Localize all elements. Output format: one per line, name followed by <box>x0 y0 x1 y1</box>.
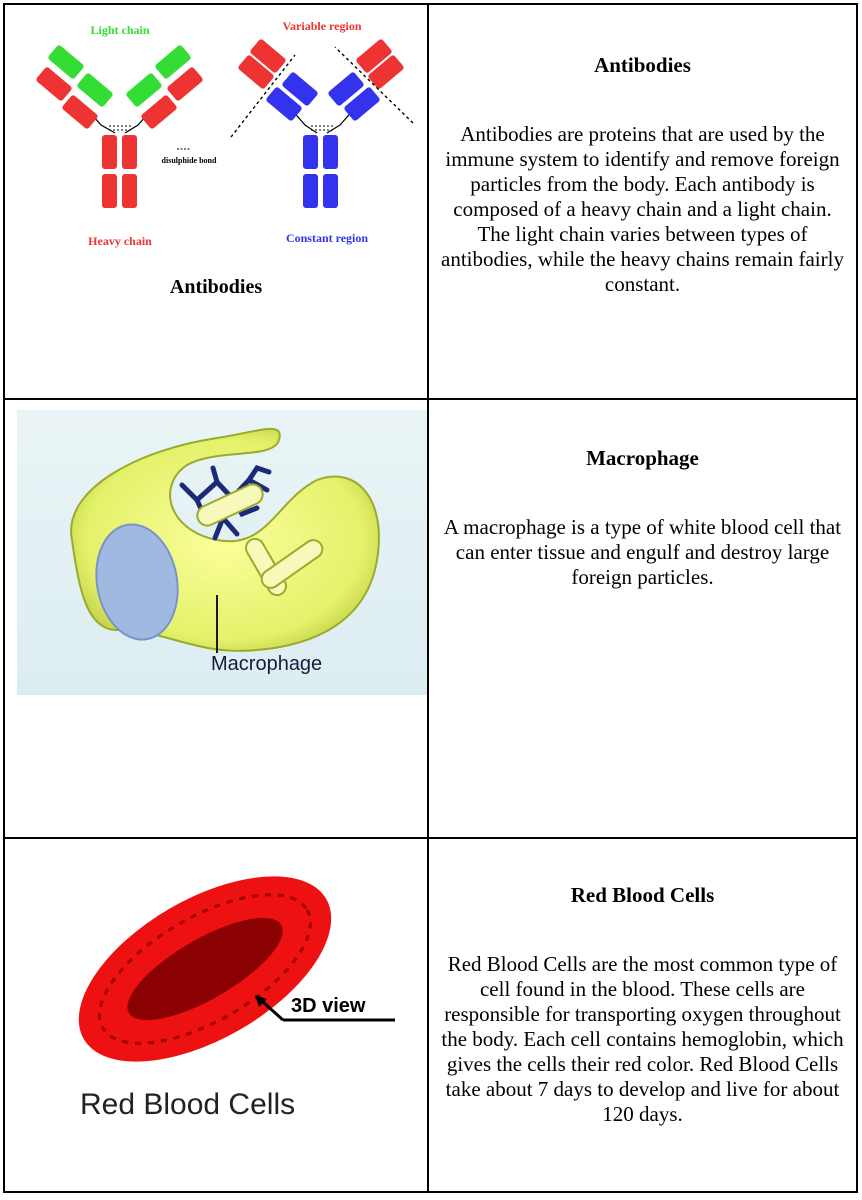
flashcard-grid <box>3 3 858 1193</box>
red-blood-cells-image-cell <box>5 839 429 1193</box>
macrophage-label: Macrophage <box>211 653 323 675</box>
antibodies-image-caption: Antibodies <box>169 276 263 298</box>
red-blood-cells-description: Red Blood Cells are the most common type of cell found in the blood. These cells are responsible for transporting oxygen throughout the body. Each cell contains hemoglobin, which gives the cells their red color. Red Blood Cells take about 7 days to develop and live for about 120 days. <box>441 952 844 1126</box>
card-red-blood-cells <box>5 839 856 1193</box>
red-blood-cell-illustration <box>5 859 425 1079</box>
card-macrophage <box>5 400 856 839</box>
disulphide-bond-label: disulphide bond <box>161 156 217 165</box>
antibodies-diagram <box>5 5 425 305</box>
three-d-view-label: 3D view <box>291 995 366 1017</box>
red-blood-cells-title: Red Blood Cells <box>570 883 715 907</box>
antibodies-image-cell <box>5 5 429 398</box>
macrophage-image-cell <box>5 400 429 837</box>
antibodies-description: Antibodies are proteins that are used by the immune system to identify and remove foreign particles from the body. Each antibody is composed of a heavy chain and a light chain. The light chain varies between types of antibodies, while the heavy chains remain fairly constant. <box>441 122 844 296</box>
macrophage-title: Macrophage <box>586 446 699 470</box>
constant-region-label: Constant region <box>285 231 369 245</box>
light-chain-label: Light chain <box>90 23 150 37</box>
red-blood-cells-text-cell <box>429 839 856 1193</box>
antibodies-title: Antibodies <box>594 53 691 77</box>
antibodies-text-cell <box>429 5 856 398</box>
heavy-chain-label: Heavy chain <box>88 234 152 248</box>
macrophage-illustration <box>17 410 427 695</box>
red-blood-cells-caption-svg <box>5 1079 425 1129</box>
macrophage-text-cell <box>429 400 856 837</box>
macrophage-description: A macrophage is a type of white blood cell that can enter tissue and engulf and destroy large foreign particles. <box>443 515 842 589</box>
antibody-left <box>35 44 204 208</box>
card-antibodies <box>5 5 856 400</box>
antibody-right <box>231 38 413 208</box>
red-blood-cells-image-caption: Red Blood Cells <box>80 1088 296 1121</box>
variable-region-label: Variable region <box>282 19 362 33</box>
